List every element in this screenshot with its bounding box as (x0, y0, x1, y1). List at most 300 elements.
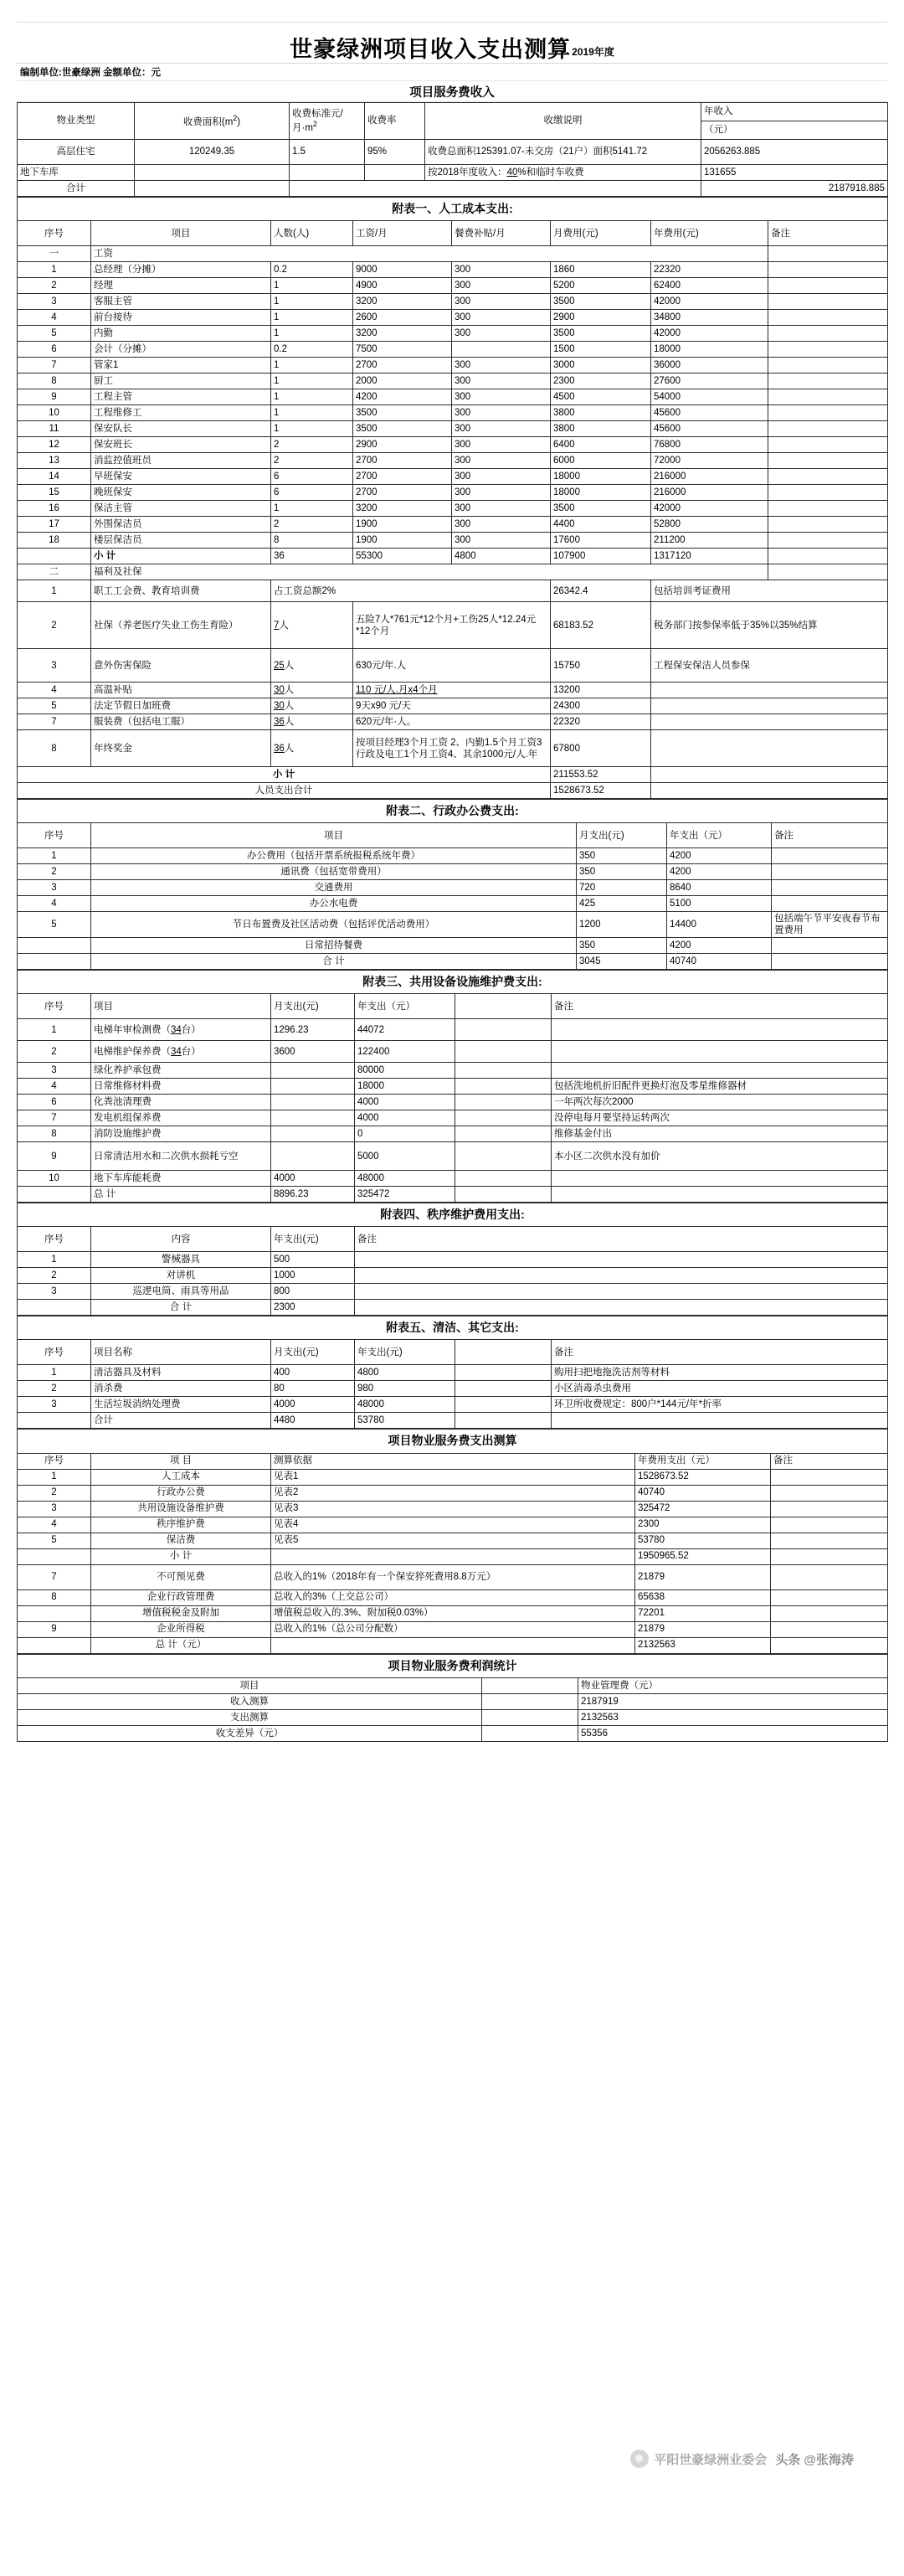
cell-item: 消杀费 (91, 1381, 271, 1397)
cell-remark (771, 1605, 888, 1621)
table-row (18, 1485, 888, 1501)
total-monthly: 4480 (271, 1413, 355, 1429)
cell-remark (771, 1501, 888, 1517)
subtotal-amount: 211553.52 (551, 767, 651, 783)
cell-seq: 15 (18, 485, 91, 501)
cell-seq: 2 (18, 602, 91, 649)
cell-seq (18, 549, 91, 564)
cell-monthly: 2300 (551, 374, 651, 389)
cell-yearly: 4800 (355, 1365, 455, 1381)
cell-people: 1 (271, 501, 353, 517)
cell-seq: 3 (18, 880, 91, 896)
cell-remark (771, 1517, 888, 1533)
group-remark (768, 564, 888, 580)
cell-seq: 2 (18, 1381, 91, 1397)
welfare-subtotal-row (18, 767, 888, 783)
cell-monthly: 17600 (551, 533, 651, 549)
cell-yearly: 80000 (355, 1063, 455, 1079)
table-row (18, 1605, 888, 1621)
cell-item: 清洁器具及材料 (91, 1365, 271, 1381)
cell-meal: 300 (452, 533, 551, 549)
cell-item: 工程主管 (91, 389, 271, 405)
cell-amount: 67800 (551, 730, 651, 767)
total-monthly: 3045 (577, 954, 667, 970)
cell-item: 通讯费（包括宽带费用） (91, 864, 577, 880)
table4-total-row (18, 1300, 888, 1316)
th-monthly: 月费用(元) (551, 221, 651, 246)
subtotal-yearly: 1317120 (651, 549, 768, 564)
cell-yearly: 216000 (651, 485, 768, 501)
cell-wage: 2900 (353, 437, 452, 453)
table-row (18, 517, 888, 533)
table-row (18, 1589, 888, 1605)
table-row (18, 1564, 888, 1589)
cell-seq: 2 (18, 1041, 91, 1063)
subtotal-amount: 1950965.52 (635, 1548, 771, 1564)
cell-item: 外围保洁员 (91, 517, 271, 533)
table-row (18, 1469, 888, 1485)
table-row (18, 1284, 888, 1300)
cell-remark (768, 517, 888, 533)
cell-remark (552, 1187, 888, 1203)
total-label: 合 计 (91, 1300, 271, 1316)
cell-seq: 1 (18, 1469, 91, 1485)
cell-remark (552, 1019, 888, 1041)
cell-seq: 6 (18, 342, 91, 358)
th-people: 人数(人) (271, 221, 353, 246)
cell-remark (651, 730, 888, 767)
cell-basis: 见表5 (271, 1533, 635, 1548)
income-col-standard: 收费标准元/ 月$\cdot m^2$ (290, 103, 365, 140)
cell-remark (771, 1637, 888, 1653)
table-row (18, 1709, 888, 1725)
income-col-annual: 年收入 (701, 103, 888, 121)
cell-wage: 7500 (353, 342, 452, 358)
cell-people: 1 (271, 405, 353, 421)
table-row (18, 864, 888, 880)
cell-item: 客服主管 (91, 294, 271, 310)
cell-monthly: 350 (577, 864, 667, 880)
cell-remark: 包括端午节平安夜春节布置费用 (772, 912, 888, 938)
cell-monthly: 4000 (271, 1397, 355, 1413)
staff-total-amount: 1528673.52 (551, 783, 651, 799)
income-col-area: 收费面积$(m^2)$ (135, 103, 290, 140)
th-remark: 备注 (771, 1453, 888, 1469)
cell-spacer (455, 1381, 552, 1397)
cell-people: 36人 (271, 714, 353, 730)
table-row (18, 310, 888, 326)
th-seq: 序号 (18, 823, 91, 848)
cell-wage: 4900 (353, 278, 452, 294)
table2-total-row (18, 954, 888, 970)
summary-band-title: 项目物业服务费支出测算 (18, 1430, 888, 1453)
cell-seq: 5 (18, 698, 91, 714)
cell-remark (552, 1041, 888, 1063)
cell-amount: 22320 (551, 714, 651, 730)
cell-remark (355, 1252, 888, 1268)
cell-remark (772, 954, 888, 970)
table-row (18, 1268, 888, 1284)
th-seq: 序号 (18, 994, 91, 1019)
th-item: 项目 (91, 823, 577, 848)
cell-monthly: 80 (271, 1381, 355, 1397)
cell-yearly: 211200 (651, 533, 768, 549)
cell-monthly: 425 (577, 896, 667, 912)
summary-subtotal-row (18, 1548, 888, 1564)
cell-spacer (455, 1187, 552, 1203)
cell-monthly: 3800 (551, 421, 651, 437)
cell-seq: 7 (18, 714, 91, 730)
footer-watermark (0, 2434, 904, 2484)
total-amount: 2132563 (635, 1637, 771, 1653)
cell-amount: 72201 (635, 1605, 771, 1621)
table-row (18, 278, 888, 294)
cell-people: 7人 (271, 602, 353, 649)
cell-remark (771, 1533, 888, 1548)
th-item: 项目 (91, 221, 271, 246)
cell-people: 1 (271, 389, 353, 405)
cell-monthly: 18000 (551, 485, 651, 501)
cell-spacer (455, 1126, 552, 1142)
cell-spacer (455, 1079, 552, 1095)
cell-amount: 53780 (635, 1533, 771, 1548)
cell-item: 保洁费 (91, 1533, 271, 1548)
document-page (0, 22, 904, 2576)
cell-monthly (271, 1142, 355, 1171)
table-row (18, 294, 888, 310)
cell-yearly: 216000 (651, 469, 768, 485)
cell-remark: 小区消毒杀虫费用 (552, 1381, 888, 1397)
cell-remark (772, 848, 888, 864)
cell-basis: 110 元/人.月x4个月 (353, 683, 551, 698)
cell-yearly: 42000 (651, 501, 768, 517)
income-total-label: 合计 (18, 181, 135, 197)
cell-item: 工程维修工 (91, 405, 271, 421)
cell-seq (18, 954, 91, 970)
cell-remark (768, 389, 888, 405)
cell-remark (768, 405, 888, 421)
staff-total-row (18, 783, 888, 799)
cell-seq: 18 (18, 533, 91, 549)
cell-item: 警械器具 (91, 1252, 271, 1268)
cell-remark (768, 358, 888, 374)
cell-item: 职工工会费、教育培训费 (91, 580, 271, 602)
cell-yearly: 4000 (355, 1095, 455, 1110)
th-yearly: 年支出(元) (271, 1227, 355, 1252)
cell-remark: 税务部门按参保率低于35%以35%结算 (651, 602, 888, 649)
cell-yearly: 45600 (651, 405, 768, 421)
table-row (18, 730, 888, 767)
cell-remark (771, 1485, 888, 1501)
cell-amount: 24300 (551, 698, 651, 714)
cell-wage: 1900 (353, 533, 452, 549)
cell-amount: 13200 (551, 683, 651, 698)
cell-value: 55356 (578, 1725, 888, 1741)
cell-monthly: 3000 (551, 358, 651, 374)
cell-seq: 8 (18, 1126, 91, 1142)
cell-seq: 2 (18, 864, 91, 880)
income-row-area: 120249.35 (135, 140, 290, 165)
table-row (18, 698, 888, 714)
cell-seq: 10 (18, 1171, 91, 1187)
cell-meal: 300 (452, 389, 551, 405)
cell-yearly: 14400 (667, 912, 772, 938)
cell-item: 日常清洁用水和二次供水损耗亏空 (91, 1142, 271, 1171)
cell-seq: 7 (18, 358, 91, 374)
table-row (18, 437, 888, 453)
cell-yearly: 76800 (651, 437, 768, 453)
total-label: 总 计 (91, 1187, 271, 1203)
total-label: 合计 (91, 1413, 271, 1429)
cell-item: 秩序维护费 (91, 1517, 271, 1533)
income-col-annual-unit: （元） (701, 121, 888, 140)
th-spacer (482, 1677, 578, 1693)
th-seq: 序号 (18, 221, 91, 246)
table-row (18, 1095, 888, 1110)
cell-amount: 65638 (635, 1589, 771, 1605)
cell-basis: 630元/年.人 (353, 649, 551, 683)
cell-remark (768, 342, 888, 358)
cell-remark (768, 262, 888, 278)
cell-seq: 4 (18, 683, 91, 698)
cell-item: 保安队长 (91, 421, 271, 437)
cell-item: 高温补贴 (91, 683, 271, 698)
cell-yearly: 54000 (651, 389, 768, 405)
cell-yearly: 5000 (355, 1142, 455, 1171)
cell-wage: 2700 (353, 469, 452, 485)
cell-seq (18, 1187, 91, 1203)
cell-item: 发电机组保养费 (91, 1110, 271, 1126)
cell-remark (768, 485, 888, 501)
table-row (18, 533, 888, 549)
cell-monthly (271, 1126, 355, 1142)
cell-remark (768, 278, 888, 294)
table-row (18, 1063, 888, 1079)
th-amount: 年费用支出（元） (635, 1453, 771, 1469)
table-row (18, 714, 888, 730)
cell-wage: 2600 (353, 310, 452, 326)
total-monthly: 8896.23 (271, 1187, 355, 1203)
cell-wage: 2700 (353, 453, 452, 469)
cell-people: 25人 (271, 649, 353, 683)
cell-item: 绿化养护承包费 (91, 1063, 271, 1079)
income-row-type: 地下车库 (18, 165, 135, 181)
cell-spacer (455, 1142, 552, 1171)
cell-remark (772, 864, 888, 880)
cell-spacer (455, 1063, 552, 1079)
cell-meal: 300 (452, 517, 551, 533)
cell-remark (768, 549, 888, 564)
cell-monthly: 1860 (551, 262, 651, 278)
cell-yearly: 5100 (667, 896, 772, 912)
cell-seq: 7 (18, 1564, 91, 1589)
cell-meal: 300 (452, 374, 551, 389)
cell-remark: 一年两次每次2000 (552, 1095, 888, 1110)
total-label: 总 计（元） (91, 1637, 271, 1653)
cell-remark: 包括洗地机折旧配件更换灯泡及零星维修器材 (552, 1079, 888, 1095)
table-row (18, 1725, 888, 1741)
cell-item: 增值税税金及附加 (91, 1605, 271, 1621)
cell-yearly: 122400 (355, 1041, 455, 1063)
cell-people: 6 (271, 469, 353, 485)
table-row (18, 1397, 888, 1413)
cell-item: 生活垃圾消纳处理费 (91, 1397, 271, 1413)
cell-spacer (455, 1110, 552, 1126)
cell-spacer (455, 1413, 552, 1429)
cell-monthly: 6400 (551, 437, 651, 453)
cell-seq: 3 (18, 1284, 91, 1300)
cell-meal (452, 342, 551, 358)
income-row-standard: 1.5 (290, 140, 365, 165)
labor-cost-table (17, 197, 888, 799)
cell-item: 保安班长 (91, 437, 271, 453)
cell-yearly: 4200 (667, 938, 772, 954)
cell-amount: 21879 (635, 1564, 771, 1589)
table-row (18, 453, 888, 469)
cell-monthly: 1296.23 (271, 1019, 355, 1041)
cell-spacer (455, 1397, 552, 1413)
cell-remark (768, 501, 888, 517)
cell-monthly (271, 1095, 355, 1110)
cell-value: 2187919 (578, 1693, 888, 1709)
table-row (18, 1041, 888, 1063)
cell-people: 1 (271, 294, 353, 310)
table-row (18, 1142, 888, 1171)
cell-item: 保洁主管 (91, 501, 271, 517)
income-total-blank (290, 181, 701, 197)
th-wage: 工资/月 (353, 221, 452, 246)
cell-seq: 1 (18, 262, 91, 278)
cell-remark (768, 374, 888, 389)
cell-yearly: 52800 (651, 517, 768, 533)
cell-item: 收入测算 (18, 1693, 482, 1709)
cell-item: 共用设施设备维护费 (91, 1501, 271, 1517)
table-row (18, 1621, 888, 1637)
table-row (18, 1110, 888, 1126)
cell-yearly: 48000 (355, 1397, 455, 1413)
table-row (18, 326, 888, 342)
cell-basis: 见表2 (271, 1485, 635, 1501)
cell-item: 楼层保洁员 (91, 533, 271, 549)
cell-monthly: 720 (577, 880, 667, 896)
spreadsheet-sheet (17, 22, 887, 1742)
th-seq: 序号 (18, 1340, 91, 1365)
cell-remark (355, 1300, 888, 1316)
profit-band-title: 项目物业服务费利润统计 (18, 1654, 888, 1677)
cell-amount: 2300 (635, 1517, 771, 1533)
cell-meal: 300 (452, 453, 551, 469)
cell-yearly: 980 (355, 1381, 455, 1397)
cell-yearly: 45600 (651, 421, 768, 437)
table5-total-row (18, 1413, 888, 1429)
cell-seq: 1 (18, 848, 91, 864)
cell-spacer (482, 1725, 578, 1741)
cell-yearly: 22320 (651, 262, 768, 278)
subtotal-meal: 4800 (452, 549, 551, 564)
income-row-type: 高层住宅 (18, 140, 135, 165)
cell-remark (772, 880, 888, 896)
cell-basis: 9天x90 元/天 (353, 698, 551, 714)
cell-wage: 1900 (353, 517, 452, 533)
cell-people: 30人 (271, 698, 353, 714)
group-remark (768, 246, 888, 262)
cell-yearly: 500 (271, 1252, 355, 1268)
cell-yearly: 1000 (271, 1268, 355, 1284)
cell-item: 行政办公费 (91, 1485, 271, 1501)
cell-people: 1 (271, 358, 353, 374)
cell-basis: 增值税总收入的.3%、附加税0.03%） (271, 1605, 635, 1621)
cell-yearly: 18000 (355, 1079, 455, 1095)
page-title: 世豪绿洲项目收入支出测算 (290, 37, 572, 62)
cell-people: 1 (271, 374, 353, 389)
cell-item: 办公水电费 (91, 896, 577, 912)
cell-monthly: 1500 (551, 342, 651, 358)
table-row (18, 389, 888, 405)
cell-amount: 68183.52 (551, 602, 651, 649)
cell-monthly: 2900 (551, 310, 651, 326)
cell-seq: 9 (18, 389, 91, 405)
cell-seq (18, 1413, 91, 1429)
table1-band-title: 附表一、人工成本支出: (18, 198, 888, 221)
total-label: 合 计 (91, 954, 577, 970)
cell-item: 消监控值班员 (91, 453, 271, 469)
cell-monthly: 4000 (271, 1171, 355, 1187)
cell-people: 1 (271, 421, 353, 437)
cell-monthly (271, 1110, 355, 1126)
cell-monthly: 3600 (271, 1041, 355, 1063)
cell-item: 收支差异（元） (18, 1725, 482, 1741)
cell-meal: 300 (452, 469, 551, 485)
cell-seq: 10 (18, 405, 91, 421)
table-row (18, 501, 888, 517)
salary-subtotal-row (18, 549, 888, 564)
cell-basis: 见表1 (271, 1469, 635, 1485)
cell-spacer (455, 1095, 552, 1110)
group-no: 二 (18, 564, 91, 580)
cell-monthly (271, 1079, 355, 1095)
cell-remark (768, 533, 888, 549)
income-col-type: 物业类型 (18, 103, 135, 140)
staff-total-label: 人员支出合计 (18, 783, 551, 799)
th-item: 项 目 (91, 1453, 271, 1469)
cell-spacer (482, 1693, 578, 1709)
cell-remark (771, 1564, 888, 1589)
cell-basis: 见表3 (271, 1501, 635, 1517)
cell-item: 化粪池清理费 (91, 1095, 271, 1110)
cell-seq: 12 (18, 437, 91, 453)
cell-item: 电梯年审检测费（34台） (91, 1019, 271, 1041)
table-row (18, 649, 888, 683)
cell-meal: 300 (452, 294, 551, 310)
cell-remark (651, 783, 888, 799)
facilities-maintenance-table (17, 970, 888, 1203)
cell-amount: 15750 (551, 649, 651, 683)
table5-band-title: 附表五、清洁、其它支出: (18, 1316, 888, 1340)
th-monthly: 月支出(元) (577, 823, 667, 848)
cell-basis (271, 1548, 635, 1564)
table-row (18, 1079, 888, 1095)
cell-seq: 2 (18, 1268, 91, 1284)
income-row-annual: 2056263.885 (701, 140, 888, 165)
table3-band-title: 附表三、共用设备设施维护费支出: (18, 971, 888, 994)
cell-people: 6 (271, 485, 353, 501)
cell-basis: 总收入的1%（2018年有一个保安猝死费用8.8万元） (271, 1564, 635, 1589)
cell-seq (18, 1548, 91, 1564)
th-item: 项目 (91, 994, 271, 1019)
table-row (18, 358, 888, 374)
cell-monthly: 350 (577, 848, 667, 864)
income-row-area (135, 165, 290, 181)
